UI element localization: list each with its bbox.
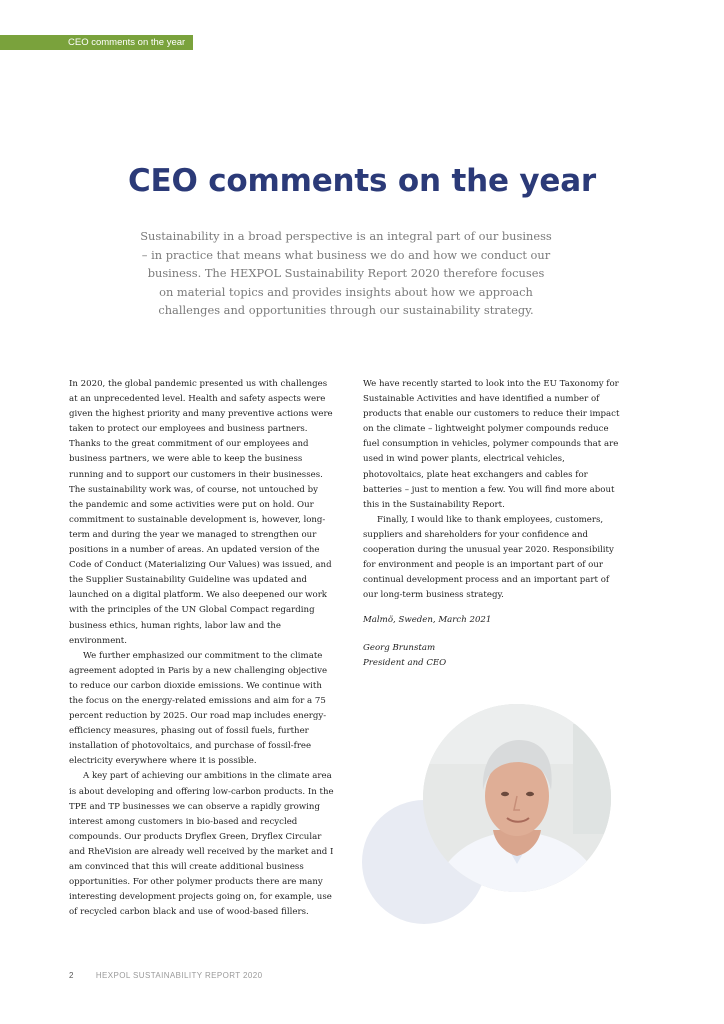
- report-name: HEXPOL SUSTAINABILITY REPORT 2020: [95, 971, 263, 980]
- section-tab: CEO comments on the year: [0, 35, 193, 50]
- signature-name: Georg Brunstam: [363, 642, 436, 653]
- ceo-portrait-image: [423, 704, 611, 892]
- left-paragraph-3: A key part of achieving our ambitions in the climate area is about developing and offering low-carbon products. In the TPE and TP businesses we can observe a rapidly growing interest among customers in bio-based and recycled compounds. Our products Dryflex Green, Dryflex Circular and RheVision are already well received by the market and I am convinced that this will create additional business opportunities. For other polymer products there are many interesting development projects going on, for example, use of recycled carbon black and use of wood-based fillers.: [69, 771, 334, 918]
- page-footer: [69, 971, 262, 980]
- ceo-portrait: [423, 704, 611, 892]
- place-date: Malmö, Sweden, March 2021: [363, 615, 492, 626]
- left-paragraph-1: In 2020, the global pandemic presented us with challenges at an unprecedented level. Health and safety aspects were given the highest priority and many preventive actions were taken to protect our employees and business partners. Thanks to the great commitment of our employees and business partners, we were able to keep the business running and to support our customers in their businesses. The sustainability work was, of course, not untouched by the pandemic and some activities were put on hold. Our commitment to sustainable development is, however, long-term and during the year we managed to strengthen our positions in a number of areas. An updated version of the Code of Conduct (Materializing Our Values) was issued, and the Supplier Sustainability Guideline was updated and launched on a digital platform. We also deepened our work with the principles of the UN Global Compact regarding business ethics, human rights, labor law and the environment.: [69, 379, 333, 646]
- signature-title: President and CEO: [363, 657, 447, 668]
- page-number: 2: [69, 971, 74, 980]
- page-title: CEO comments on the year: [127, 163, 596, 199]
- right-paragraph-1: We have recently started to look into the EU Taxonomy for Sustainable Activities and have identified a number of products that enable our customers to reduce their impact on the climate – lightweight polymer compounds reduce fuel consumption in vehicles, polymer compounds that are used in wind power plants, electrical vehicles, photovoltaics, plate heat exchangers and cables for batteries – just to mention a few. You will find more about this in the Sustainability Report.: [363, 379, 620, 510]
- right-paragraph-2: Finally, I would like to thank employees, customers, suppliers and shareholders for your confidence and cooperation during the unusual year 2020. Responsibility for environment and people is an important part of our continual development process and an important part of our long-term business strategy.: [363, 514, 614, 601]
- right-column: [363, 377, 625, 671]
- left-paragraph-2: We further emphasized our commitment to the climate agreement adopted in Paris by a new challenging objective to reduce our carbon dioxide emissions. We continue with the focus on the energy-related emissions and aim for a 75 percent reduction by 2025. Our road map includes energy-efficiency measures, phasing out of fossil fuels, further installation of photovoltaics, and purchase of fossil-free electricity everywhere where it is possible.: [69, 650, 328, 767]
- intro-paragraph: Sustainability in a broad perspective is an integral part of our business – in practice that means what business we do and how we conduct our business. The HEXPOL Sustainability Report 2020 therefore focuses on material topics and provides insights about how we approach challenges and opportunities through our sustainability strategy.: [140, 229, 552, 318]
- left-column: [69, 377, 334, 920]
